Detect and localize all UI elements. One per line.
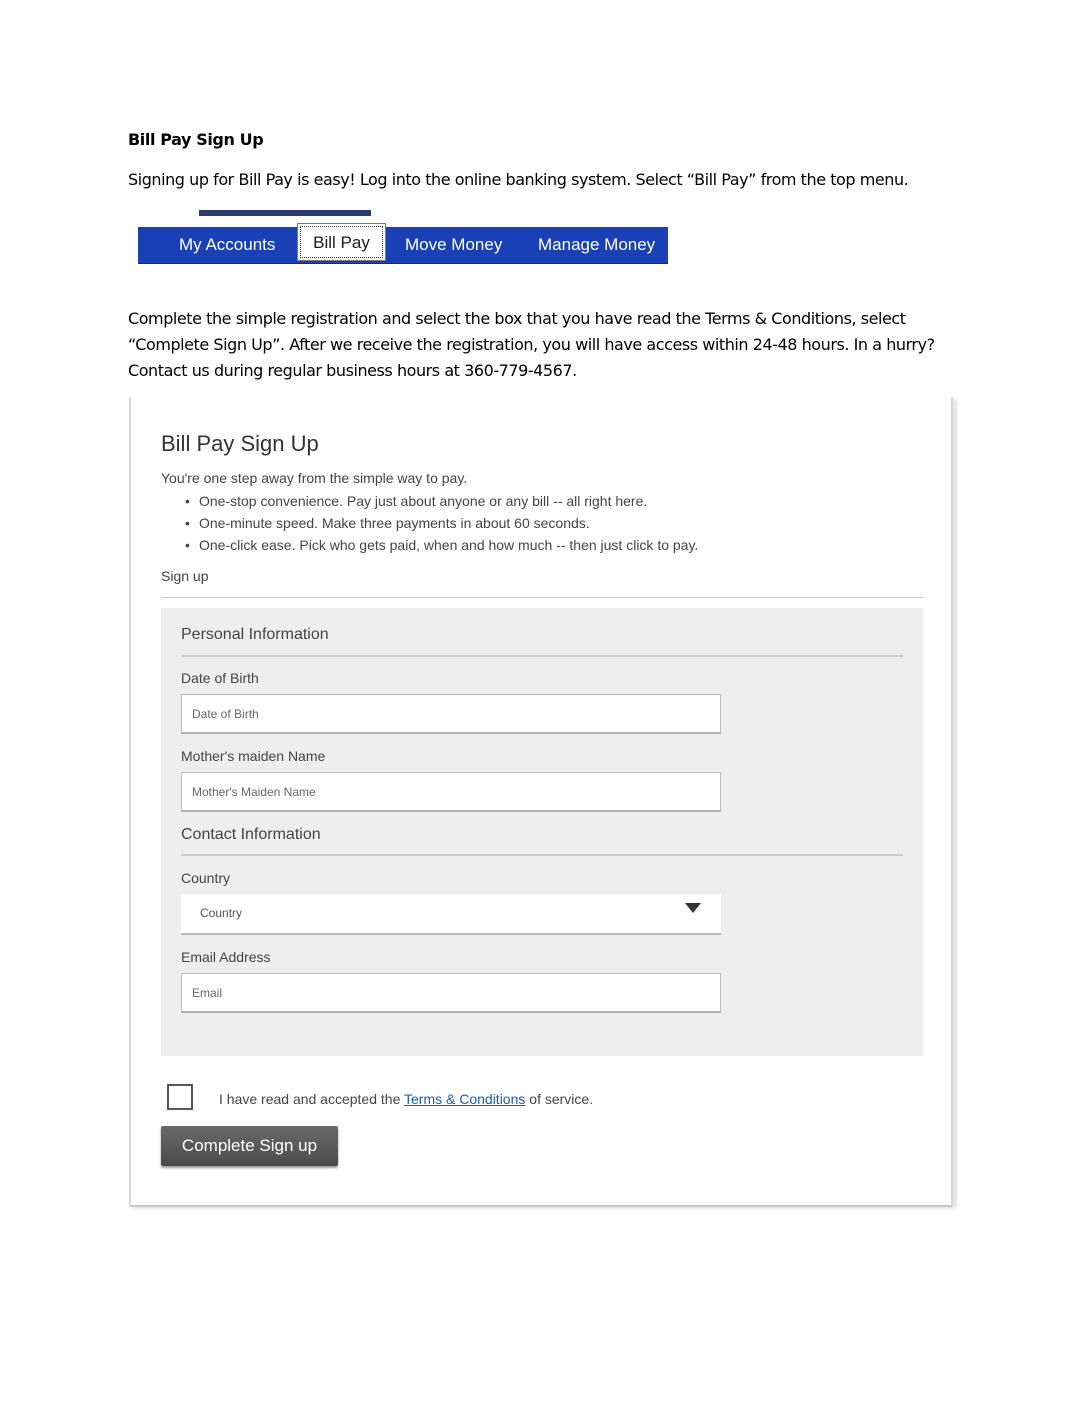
top-menu-bar <box>138 227 668 264</box>
divider <box>181 854 903 856</box>
nav-top-strip <box>199 210 371 216</box>
terms-checkbox[interactable] <box>167 1084 193 1110</box>
bullet-glyph: • <box>185 515 190 531</box>
list-item <box>161 490 698 512</box>
list-item <box>161 534 698 556</box>
panel-title: Bill Pay Sign Up <box>161 431 319 456</box>
document-instructions: Complete the simple registration and select the box that you have read the Terms & Conditions, select “Complete Sign Up”. After we receive the registration, you will have access within 24-48 hours. In a hurry? Contact us during regular business hours at 360-779-4567. <box>128 309 935 380</box>
nav-item-move-money[interactable]: Move Money <box>405 235 503 254</box>
country-select[interactable] <box>181 894 721 935</box>
nav-item-bill-pay[interactable]: Bill Pay <box>297 223 386 261</box>
maiden-name-label: Mother's maiden Name <box>181 748 326 764</box>
bullet-glyph: • <box>185 493 190 509</box>
benefits-list <box>161 490 698 556</box>
email-input[interactable] <box>181 973 721 1013</box>
bullet-text: One-minute speed. Make three payments in about 60 seconds. <box>199 515 590 531</box>
signup-form <box>161 608 923 1056</box>
signup-section-label: Sign up <box>161 568 209 584</box>
panel-subtitle: You're one step away from the simple way to pay. <box>161 470 468 486</box>
complete-signup-button[interactable]: Complete Sign up <box>161 1126 338 1166</box>
nav-item-manage-money[interactable]: Manage Money <box>538 235 656 254</box>
divider <box>161 597 923 598</box>
dob-label: Date of Birth <box>181 670 259 686</box>
bullet-text: One-stop convenience. Pay just about anyone or any bill -- all right here. <box>199 493 648 509</box>
bullet-glyph: • <box>185 537 190 553</box>
terms-prefix: I have read and accepted the <box>219 1091 404 1107</box>
email-label: Email Address <box>181 949 271 965</box>
terms-link[interactable]: Terms & Conditions <box>404 1091 526 1107</box>
terms-suffix: of service. <box>525 1091 594 1107</box>
maiden-name-input[interactable] <box>181 772 721 812</box>
nav-item-my-accounts[interactable]: My Accounts <box>179 235 276 254</box>
bullet-text: One-click ease. Pick who gets paid, when and how much -- then just click to pay. <box>199 537 699 553</box>
contact-info-title: Contact Information <box>181 826 321 843</box>
divider <box>181 655 903 657</box>
list-item <box>161 512 698 534</box>
country-select-value: Country <box>200 906 243 920</box>
country-label: Country <box>181 870 231 886</box>
personal-info-title: Personal Information <box>181 626 329 643</box>
terms-statement <box>219 1091 593 1107</box>
document-heading: Bill Pay Sign Up <box>128 130 264 149</box>
dob-input[interactable] <box>181 694 721 734</box>
caret-down-icon <box>685 903 701 913</box>
signup-panel <box>129 397 953 1207</box>
document-intro: Signing up for Bill Pay is easy! Log into the online banking system. Select “Bill Pay” from the top menu. <box>128 170 909 189</box>
